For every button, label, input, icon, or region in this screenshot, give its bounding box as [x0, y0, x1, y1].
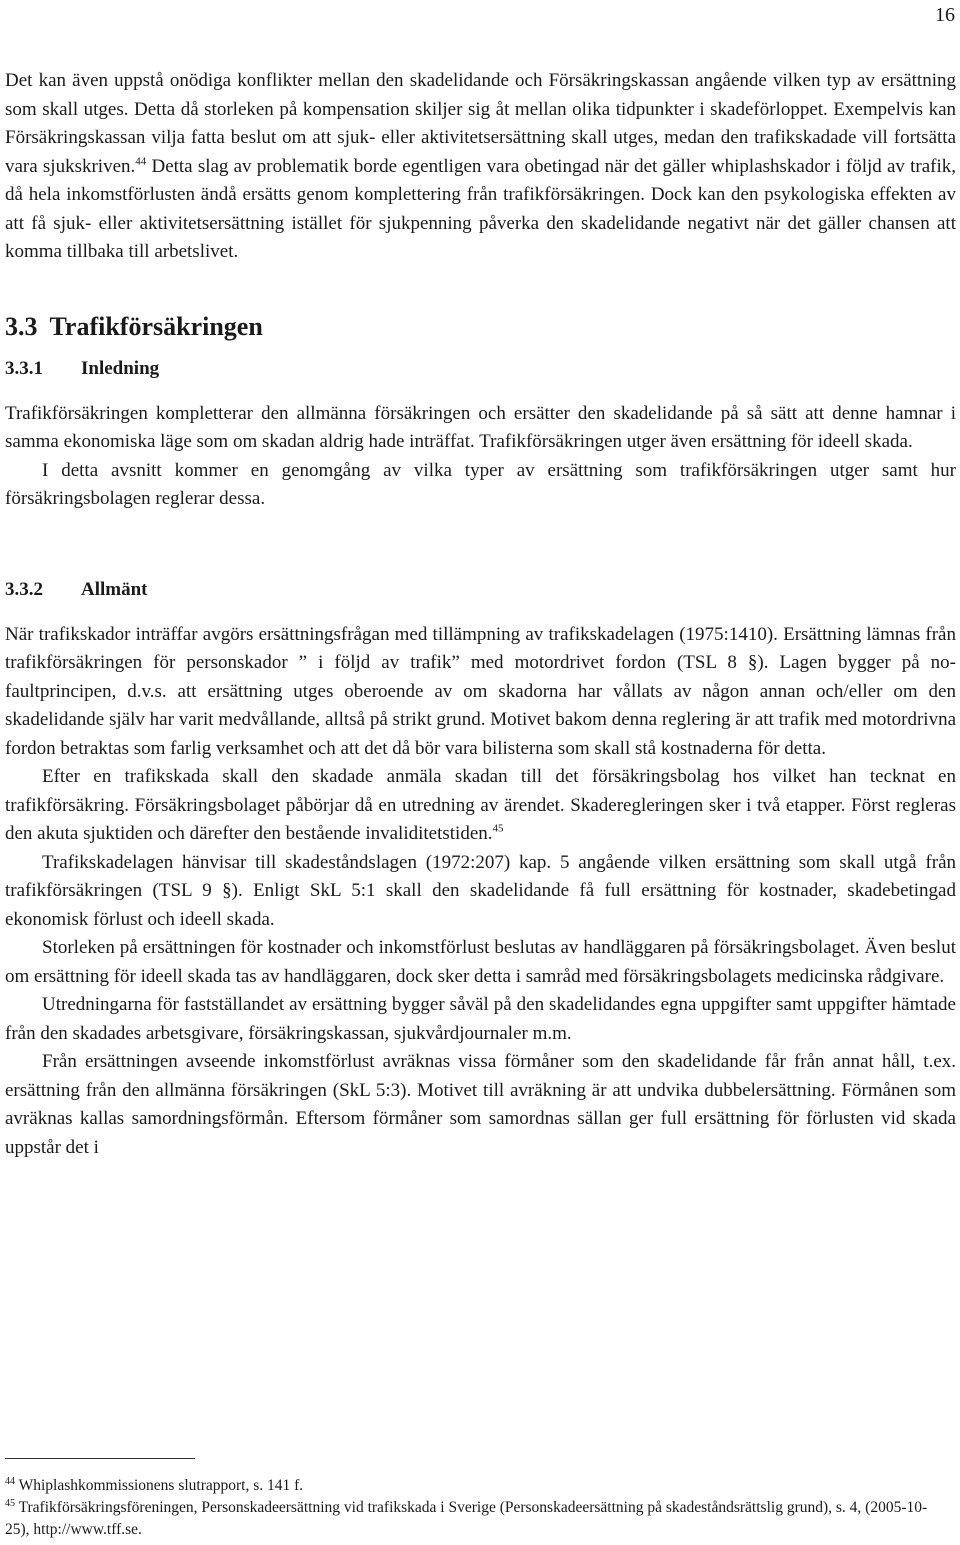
subsection-title: Allmänt [81, 578, 148, 600]
paragraph: Storleken på ersättningen för kostnader och inkomstförlust beslutas av handläggaren på försäkringsbolaget. Även beslut om ersättning för ideell skada tas av handläggaren, dock sker detta i samråd med försäkringsbolagets medicinska rådgivare. [5, 937, 956, 987]
paragraph: Utredningarna för fastställandet av ersättning bygger såväl på den skadelidandes egna uppgifter samt uppgifter hämtade från den skadades arbetsgivare, försäkringskassan, sjukvårdjournaler m.m. [5, 994, 956, 1044]
footnote-divider [5, 1458, 195, 1459]
section-number: 3.3 [5, 311, 38, 341]
page-content [5, 67, 956, 1162]
footnote-number: 44 [5, 1475, 15, 1487]
footnote-ref-45[interactable]: 45 [492, 822, 504, 835]
subsection-body-3-3-2 [5, 621, 956, 1163]
intro-paragraph [5, 67, 956, 267]
footnote-ref-44[interactable]: 44 [135, 155, 147, 168]
footnote-text: Trafikförsäkringsföreningen, Personskadeersättning vid trafikskada i Sverige (Personskadeersättning på skadeståndsrättslig grund), s. 4, (2005-10-25), http://www.tff.se. [5, 1499, 928, 1538]
footnotes [5, 1458, 945, 1541]
subsection-heading-3-3-1 [5, 355, 956, 383]
footnote-45 [5, 1497, 945, 1541]
subsection-body-3-3-1 [5, 400, 956, 514]
footnote-text: Whiplashkommissionens slutrapport, s. 141 f. [15, 1477, 304, 1494]
paragraph: I detta avsnitt kommer en genomgång av vilka typer av ersättning som trafikförsäkringen utger samt hur försäkringsbolagen reglerar dessa. [5, 459, 956, 509]
intro-text-part-2: Detta slag av problematik borde egentligen vara obetingad när det gäller whiplashskador i följd av trafik, då hela inkomstförlusten ändå ersätts genom komplettering från trafikförsäkringen. Dock kan den psykologiska effekten av att få sjuk- eller aktivitetsersättning istället för sjukpenning påverka den skadelidande negativt när det gäller chansen att komma tillbaka till arbetslivet. [5, 155, 956, 262]
paragraph-text: Efter en trafikskada skall den skadade anmäla skadan till det försäkringsbolag hos vilket han tecknat en trafikförsäkring. Försäkringsbolaget påbörjar då en utredning av ärendet. Skaderegleringen sker i två etapper. Först regleras den akuta sjuktiden och därefter den bestående invaliditetstiden. [5, 766, 956, 844]
paragraph: Trafikförsäkringen kompletterar den allmänna försäkringen och ersätter den skadelidande på så sätt att denne hamnar i samma ekonomiska läge som om skadan aldrig hade inträffat. Trafikförsäkringen utger även ersättning för ideell skada. [5, 402, 956, 452]
subsection-title: Inledning [81, 357, 160, 379]
paragraph: Trafikskadelagen hänvisar till skadeståndslagen (1972:207) kap. 5 angående vilken ersättning som skall utgå från trafikförsäkringen (TSL 9 §). Enligt SkL 5:1 skall den skadelidande få full ersättning för kostnader, skadebetingad ekonomisk förlust och ideell skada. [5, 851, 956, 930]
paragraph: Från ersättningen avseende inkomstförlust avräknas vissa förmåner som den skadelidande får från annat håll, t.ex. ersättning från den allmänna försäkringen (SkL 5:3). Motivet till avräkning är att undvika dubbelersättning. Förmånen som avräknas kallas samordningsförmån. Eftersom förmåner som samordnas sällan ger full ersättning för förlusten vid skada uppstår det i [5, 1051, 956, 1158]
paragraph: När trafikskador inträffar avgörs ersättningsfrågan med tillämpning av trafikskadelagen (1975:1410). Ersättning lämnas från trafikförsäkringen för personskador ” i följd av trafik” med motordrivet fordon (TSL 8 §). Lagen bygger på no-faultprincipen, d.v.s. att ersättning utges oberoende av om skadorna har vållats av någon annan och/eller om den skadelidande själv har varit medvållande, alltså på strikt grund. Motivet bakom denna reglering är att trafik med motordrivna fordon betraktas som farlig verksamhet och att det då bör vara bilisterna som skall stå kostnaderna för detta. [5, 623, 956, 759]
paragraph [5, 763, 956, 849]
section-title: Trafikförsäkringen [49, 311, 263, 341]
subsection-number: 3.3.2 [5, 578, 43, 600]
footnote-44 [5, 1475, 945, 1497]
subsection-number: 3.3.1 [5, 357, 43, 379]
page-number: 16 [935, 4, 955, 26]
footnote-number: 45 [5, 1497, 15, 1509]
intro-text-part-1: Det kan även uppstå onödiga konflikter mellan den skadelidande och Försäkringskassan angående vilken typ av ersättning som skall utges. Detta då storleken på kompensation skiljer sig åt mellan olika tidpunkter i skadeförloppet. Exempelvis kan Försäkringskassan vilja fatta beslut om att sjuk- eller aktivitetsersättning skall utges, medan den trafikskadade vill fortsätta vara sjukskriven. [5, 70, 956, 177]
section-heading-3-3 [5, 311, 956, 343]
subsection-heading-3-3-2 [5, 576, 956, 604]
